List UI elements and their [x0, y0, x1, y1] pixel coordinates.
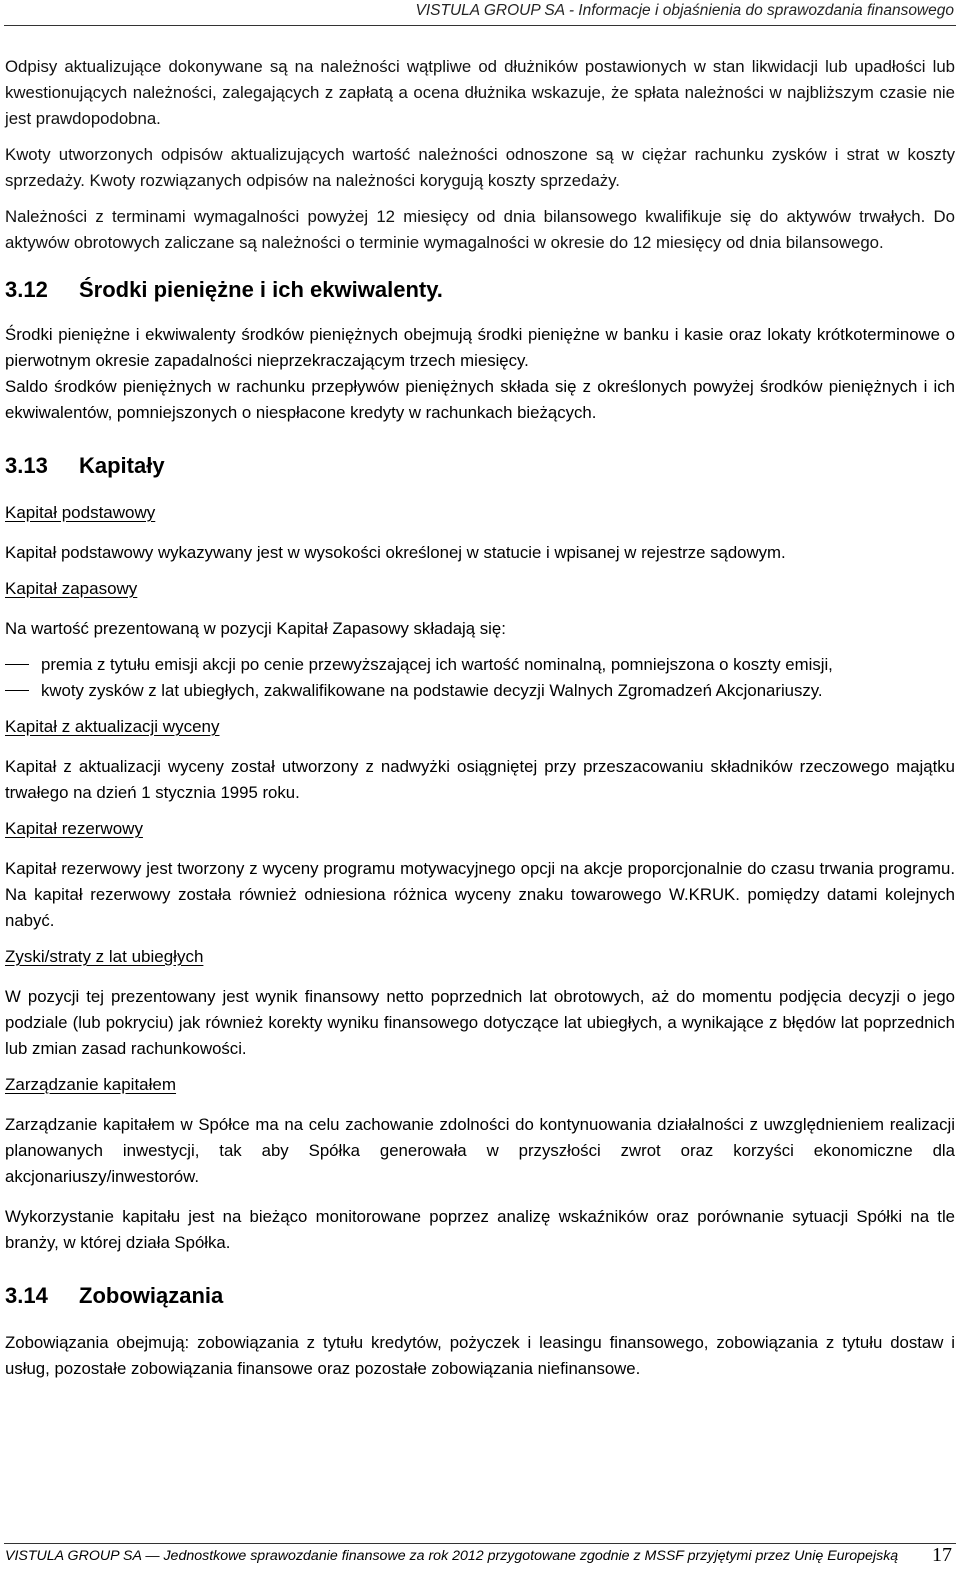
section-title: Kapitały: [79, 453, 165, 478]
section-heading-3-14: [5, 1282, 955, 1310]
paragraph-srodki-definicja: Środki pieniężne i ekwiwalenty środków pieniężnych obejmują środki pieniężne w banku i kasie oraz lokaty krótkoterminowe o pierwotnym okresie zapadalności nieprzekraczającym trzech miesięcy.: [5, 325, 955, 370]
header-rule: [4, 25, 956, 26]
dash-bullet: [5, 664, 29, 665]
zapasowy-list: [5, 652, 955, 704]
paragraph-kapital-aktualizacji: Kapitał z aktualizacji wyceny został utworzony z nadwyżki osiągniętej przy przeszacowaniu składników rzeczowego majątku trwałego na dzień 1 stycznia 1995 roku.: [5, 757, 955, 802]
subheading-kapital-podstawowy: Kapitał podstawowy: [5, 503, 156, 522]
section-heading-3-13: [5, 452, 955, 480]
section-number: 3.13: [5, 453, 48, 478]
page-body: [5, 54, 955, 1382]
subheading-kapital-rezerwowy: Kapitał rezerwowy: [5, 819, 143, 838]
section-number: 3.12: [5, 277, 48, 302]
footer-rule: [4, 1543, 956, 1544]
page-number: 17: [932, 1544, 952, 1566]
section-title: Zobowiązania: [79, 1283, 224, 1308]
paragraph-wykorzystanie-kapitalu: Wykorzystanie kapitału jest na bieżąco monitorowane poprzez analizę wskaźników oraz porównanie sytuacji Spółki na tle branży, w której działa Spółka.: [5, 1207, 955, 1252]
paragraph-zarzadzanie-kapitalem: Zarządzanie kapitałem w Spółce ma na celu zachowanie zdolności do kontynuowania działalności z uwzględnieniem realizacji planowanych inwestycji, tak aby Spółka generowała w przyszłości zwrot oraz korzyści ekonomiczne dla akcjonariuszy/inwestorów.: [5, 1115, 955, 1186]
paragraph-zobowiazania: Zobowiązania obejmują: zobowiązania z tytułu kredytów, pożyczek i leasingu finansowego, zobowiązania z tytułu dostaw i usług, pozostałe zobowiązania finansowe oraz pozostałe zobowiązania niefinansowe.: [5, 1333, 955, 1378]
section-heading-3-12: [5, 276, 955, 304]
section-number: 3.14: [5, 1283, 48, 1308]
paragraph-kapital-rezerwowy: Kapitał rezerwowy jest tworzony z wyceny programu motywacyjnego opcji na akcje proporcjonalnie do czasu trwania programu. Na kapitał rezerwowy została również odniesiona różnica wyceny znaku towarowego W.KRUK. pomiędzy datami kolejnych nabyć.: [5, 859, 955, 930]
paragraph-zyski-straty: W pozycji tej prezentowany jest wynik finansowy netto poprzednich lat obrotowych, aż do momentu podjęcia decyzji o jego podziale (lub pokryciu) jak również korekty wyniku finansowego dotyczące lat ubiegłych, a wynikające z błędów lat poprzednich lub zmian zasad rachunkowości.: [5, 987, 955, 1058]
paragraph-kapital-podstawowy: Kapitał podstawowy wykazywany jest w wysokości określonej w statucie i wpisanej w rejestrze sądowym.: [5, 543, 786, 562]
subheading-zyski-straty: Zyski/straty z lat ubiegłych: [5, 947, 204, 966]
subheading-kapital-zapasowy: Kapitał zapasowy: [5, 579, 138, 598]
paragraph-saldo-srodkow: Saldo środków pieniężnych w rachunku przepływów pieniężnych składa się z określonych powyżej środków pieniężnych i ich ekwiwalentów, pomniejszonych o niespłacone kredyty w rachunkach bieżących.: [5, 377, 955, 422]
paragraph-odpisy: Odpisy aktualizujące dokonywane są na należności wątpliwe od dłużników postawionych w stan likwidacji lub upadłości lub kwestionujących należności, zalegających z zapłatą a ocena dłużnika wskazuje, że spłata należności w najbliższym czasie nie jest prawdopodobna.: [5, 57, 955, 128]
paragraph-kapital-zapasowy-intro: Na wartość prezentowaną w pozycji Kapitał Zapasowy składają się:: [5, 619, 506, 638]
section-title: Środki pieniężne i ich ekwiwalenty.: [79, 277, 443, 302]
subheading-kapital-aktualizacji: Kapitał z aktualizacji wyceny: [5, 717, 220, 736]
page-header: VISTULA GROUP SA - Informacje i objaśnienia do sprawozdania finansowego: [415, 2, 954, 19]
page-footer: VISTULA GROUP SA — Jednostkowe sprawozdanie finansowe za rok 2012 przygotowane zgodnie z MSSF przyjętymi przez Unię Europejską: [5, 1548, 899, 1564]
paragraph-naleznosci-terminy: Należności z terminami wymagalności powyżej 12 miesięcy od dnia bilansowego kwalifikuje się do aktywów trwałych. Do aktywów obrotowych zaliczane są należności o terminie wymagalności w okresie do 12 miesięcy od dnia bilansowego.: [5, 207, 955, 252]
list-item: kwoty zysków z lat ubiegłych, zakwalifikowane na podstawie decyzji Walnych Zgromadzeń Akcjonariuszy.: [5, 678, 955, 704]
dash-bullet: [5, 690, 29, 691]
list-item: premia z tytułu emisji akcji po cenie przewyższającej ich wartość nominalną, pomniejszona o koszty emisji,: [5, 652, 955, 678]
subheading-zarzadzanie-kapitalem: Zarządzanie kapitałem: [5, 1075, 177, 1094]
paragraph-kwoty-odpisow: Kwoty utworzonych odpisów aktualizujących wartość należności odnoszone są w ciężar rachunku zysków i strat w koszty sprzedaży. Kwoty rozwiązanych odpisów na należności korygują koszty sprzedaży.: [5, 145, 955, 190]
